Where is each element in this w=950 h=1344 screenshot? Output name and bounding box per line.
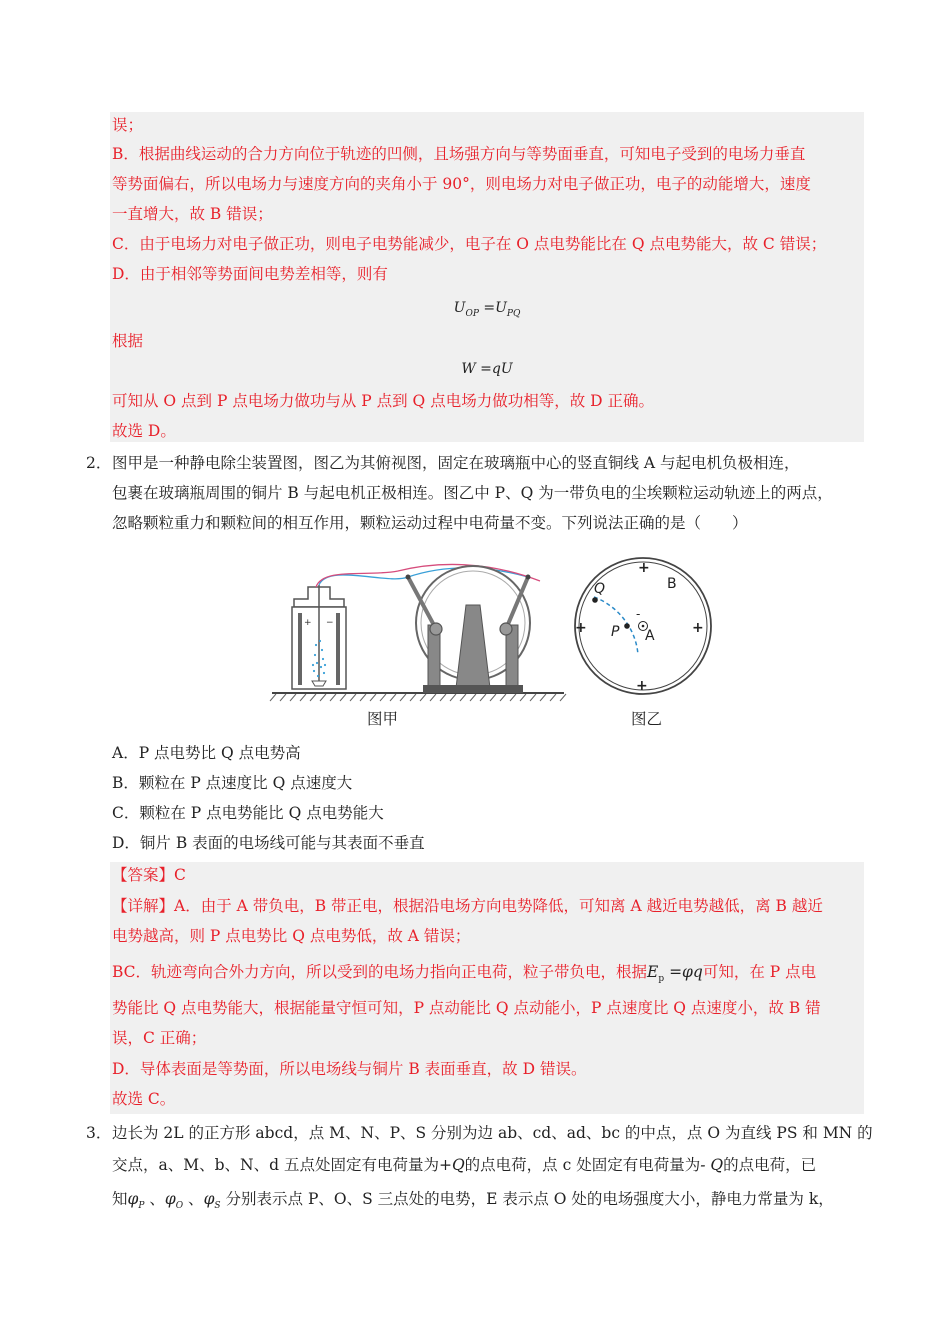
- q3-line-2: 交点，a、M、b、N、d 五点处固定有电荷量为+Q的点电荷，点 c 处固定有电荷量为- Q的点电荷，已: [112, 1156, 817, 1174]
- plus-top: +: [638, 560, 650, 576]
- svg-text:−: −: [326, 618, 334, 628]
- q2-detail-3: BC．轨迹弯向合外力方向，所以受到的电场力指向正电荷，粒子带负电，根据$E_p =\varphi q$可知，在 P 点电: [112, 963, 817, 984]
- q2-detail-1: 【详解】A．由于 A 带负电，B 带正电，根据沿电场方向电势降低，可知离 A 越近电势越低，离 B 越近: [112, 897, 823, 915]
- q2-detail-5: 误，C 正确；: [112, 1029, 207, 1047]
- label-a: A: [645, 628, 655, 644]
- prev-line-4: 一直增大，故 B 错误；: [112, 205, 273, 223]
- plus-left: +: [575, 620, 587, 636]
- figure-yi: [566, 557, 726, 697]
- question-2-number: 2．: [86, 454, 112, 472]
- label-p: P: [611, 624, 620, 640]
- q2-stem-2: 包裹在玻璃瓶周围的铜片 B 与起电机正极相连。图乙中 P、Q 为一带负电的尘埃颗粒运动轨迹上的两点，: [112, 484, 833, 502]
- q2-detail-2: 电势越高，则 P 点电势比 Q 点电势低，故 A 错误；: [112, 927, 471, 945]
- question-3-number: 3．: [86, 1124, 112, 1142]
- q3-line-3: 知$\varphi_P$ 、$\varphi_O$ 、$\varphi_S$ 分别表示点 P、O、S 三点处的电势，E 表示点 O 处的电场强度大小，静电力常量为 k，: [112, 1190, 834, 1211]
- prev-line-1: 误；: [112, 116, 144, 134]
- label-q: Q: [594, 581, 606, 597]
- prev-line-6: D．由于相邻等势面间电势差相等，则有: [112, 265, 388, 283]
- prev-line-3: 等势面偏右，所以电场力与速度方向的夹角小于 90°，则电场力对电子做正功，电子的动能增大，速度: [112, 175, 811, 193]
- q2-stem-3: 忽略颗粒重力和颗粒间的相互作用，颗粒运动过程中电荷量不变。下列说法正确的是（ ）: [112, 514, 748, 532]
- q2-stem-1: 图甲是一种静电除尘装置图，图乙为其俯视图，固定在玻璃瓶中心的竖直铜线 A 与起电机负极相连，: [112, 454, 800, 472]
- q2-detail-6: D．导体表面是等势面，所以电场线与铜片 B 表面垂直，故 D 错误。: [112, 1060, 587, 1078]
- figure-yi-caption: 图乙: [631, 710, 663, 728]
- prev-line-5: C．由于电场力对电子做正功，则电子电势能减少，电子在 O 点电势能比在 Q 点电势能大，故 C 错误；: [112, 235, 827, 253]
- q2-detail-7: 故选 C。: [112, 1090, 176, 1108]
- equation-uop-upq: $U_{OP} =U_{PQ}$: [453, 300, 521, 319]
- prev-line-8: 可知从 O 点到 P 点电场力做功与从 P 点到 Q 点电场力做功相等，故 D 正确。: [112, 392, 654, 410]
- option-b[interactable]: B．颗粒在 P 点速度比 Q 点速度大: [112, 774, 353, 792]
- option-c[interactable]: C．颗粒在 P 点电势能比 Q 点电势能大: [112, 804, 384, 822]
- svg-text:+: +: [304, 618, 312, 628]
- option-d[interactable]: D．铜片 B 表面的电场线可能与其表面不垂直: [112, 834, 425, 852]
- option-a[interactable]: A．P 点电势比 Q 点电势高: [112, 744, 301, 762]
- label-b: B: [667, 576, 677, 592]
- figure-jia: [268, 555, 568, 730]
- equation-w-qu: W =qU: [461, 361, 513, 377]
- prev-line-7: 根据: [112, 332, 144, 350]
- q2-detail-4: 势能比 Q 点电势能大，根据能量守恒可知，P 点动能比 Q 点动能小，P 点速度比 Q 点速度小，故 B 错: [112, 999, 821, 1017]
- q3-line-1: 边长为 2L 的正方形 abcd，点 M、N、P、S 分别为边 ab、cd、ad、bc 的中点，点 O 为直线 PS 和 MN 的: [112, 1124, 873, 1142]
- prev-line-9: 故选 D。: [112, 422, 176, 440]
- plus-right: +: [692, 620, 704, 636]
- q2-answer: 【答案】C: [112, 866, 186, 884]
- minus-a: -: [636, 607, 641, 621]
- prev-line-2: B．根据曲线运动的合力方向位于轨迹的凹侧，且场强方向与等势面垂直，可知电子受到的电场力垂直: [112, 145, 806, 163]
- plus-bottom: +: [636, 678, 648, 694]
- figure-jia-caption: 图甲: [367, 710, 399, 728]
